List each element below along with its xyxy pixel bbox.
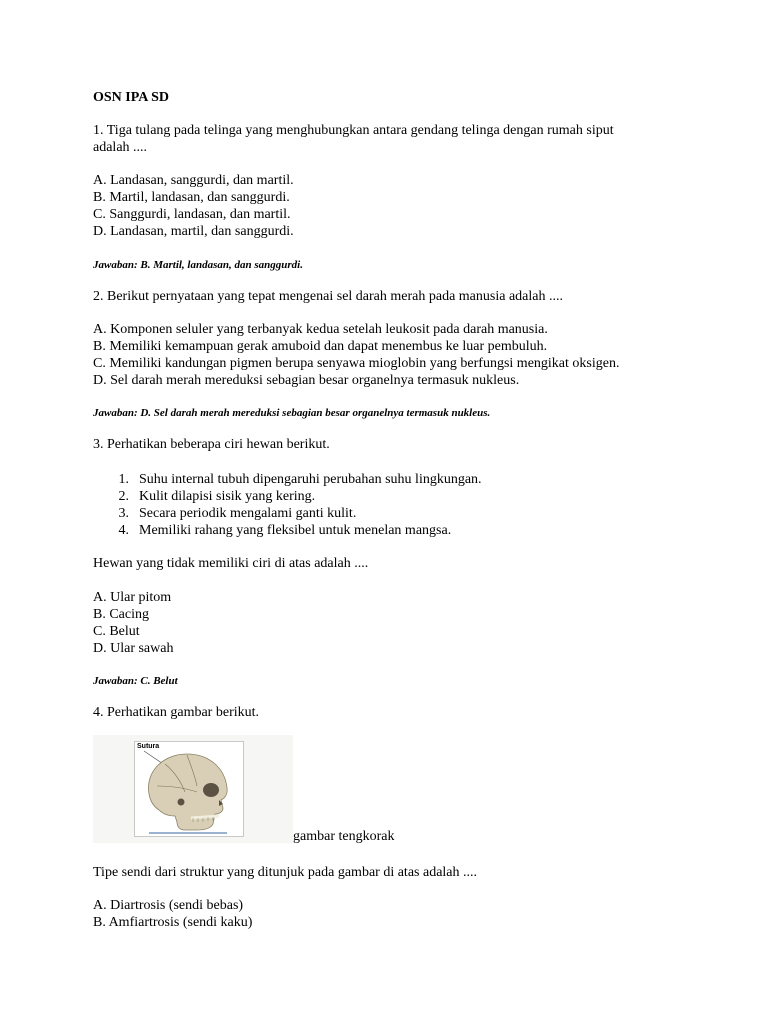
q2-option-c: C. Memiliki kandungan pigmen berupa senyawa mioglobin yang berfungsi mengikat oksigen. [93, 356, 620, 371]
q2-option-d: D. Sel darah merah mereduksi sebagian besar organelnya termasuk nukleus. [93, 373, 520, 388]
q3-list-text: Secara periodik mengalami ganti kulit. [139, 506, 357, 521]
q3-list-number: 3. [118, 506, 129, 521]
q1-option-c: C. Sanggurdi, landasan, dan martil. [93, 207, 291, 222]
q4-option-b: B. Amfiartrosis (sendi kaku) [93, 915, 253, 930]
q3-list-item [93, 505, 733, 522]
q1-option-b: B. Martil, landasan, dan sanggurdi. [93, 190, 290, 205]
q3-answer: Jawaban: C. Belut [93, 675, 178, 687]
q3-list-text: Kulit dilapisi sisik yang kering. [139, 489, 316, 504]
skull-icon [135, 742, 243, 836]
q2-answer: Jawaban: D. Sel darah merah mereduksi sebagian besar organelnya termasuk nukleus. [93, 407, 491, 419]
q2-option-a: A. Komponen seluler yang terbanyak kedua setelah leukosit pada darah manusia. [93, 322, 548, 337]
q1-stem-line2: adalah .... [93, 140, 148, 155]
q3-list-text: Suhu internal tubuh dipengaruhi perubahan suhu lingkungan. [139, 472, 482, 487]
q3-option-d: D. Ular sawah [93, 641, 174, 656]
q3-list-number: 4. [118, 523, 129, 538]
figure-frame [134, 741, 244, 837]
figure-caption: gambar tengkorak [293, 829, 395, 844]
q1-option-d: D. Landasan, martil, dan sanggurdi. [93, 224, 294, 239]
q3-list-item [93, 471, 733, 488]
q4-stem: 4. Perhatikan gambar berikut. [93, 705, 260, 720]
q1-option-a: A. Landasan, sanggurdi, dan martil. [93, 173, 294, 188]
document-title: OSN IPA SD [93, 90, 169, 105]
q1-answer: Jawaban: B. Martil, landasan, dan sanggurdi. [93, 259, 303, 271]
q1-stem-line1: 1. Tiga tulang pada telinga yang menghubungkan antara gendang telinga dengan rumah siput [93, 123, 614, 138]
q2-stem: 2. Berikut pernyataan yang tepat mengenai sel darah merah pada manusia adalah .... [93, 289, 563, 304]
q3-question: Hewan yang tidak memiliki ciri di atas adalah .... [93, 556, 369, 571]
skull-figure [93, 735, 293, 843]
q3-option-b: B. Cacing [93, 607, 149, 622]
q4-option-a: A. Diartrosis (sendi bebas) [93, 898, 244, 913]
q3-option-c: C. Belut [93, 624, 140, 639]
q3-option-a: A. Ular pitom [93, 590, 172, 605]
sutura-label: Sutura [137, 743, 160, 750]
q3-list-text: Memiliki rahang yang fleksibel untuk menelan mangsa. [139, 523, 452, 538]
q2-option-b: B. Memiliki kemampuan gerak amuboid dan dapat menembus ke luar pembuluh. [93, 339, 548, 354]
q3-list-item [93, 522, 733, 539]
q4-question: Tipe sendi dari struktur yang ditunjuk pada gambar di atas adalah .... [93, 865, 478, 880]
q3-list-item [93, 488, 733, 505]
q3-list-number: 2. [118, 489, 129, 504]
q3-list-number: 1. [118, 472, 129, 487]
q3-stem: 3. Perhatikan beberapa ciri hewan berikut. [93, 437, 330, 452]
